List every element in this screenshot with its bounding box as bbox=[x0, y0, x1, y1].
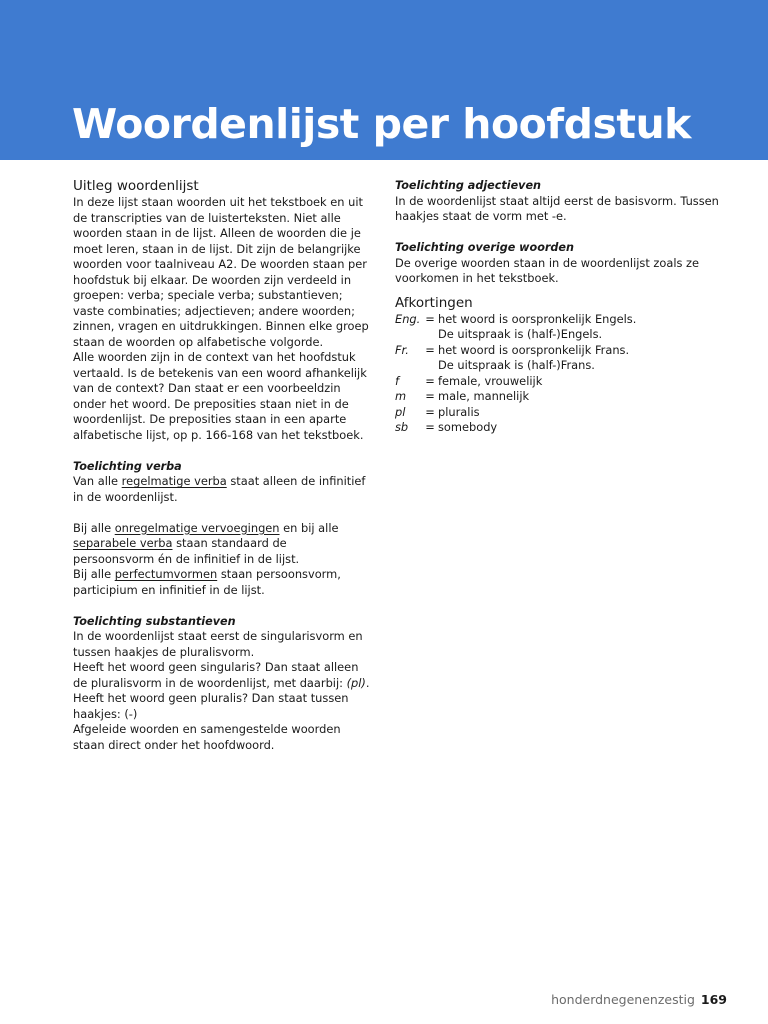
abbreviation-description: male, mannelijk bbox=[438, 389, 530, 403]
verba-paragraph-2: Bij alle onregelmatige vervoegingen en bij alle separabele verba staan standaard de persoonsvorm én de infinitief in de lijst. bbox=[73, 520, 339, 566]
abbreviation-row bbox=[395, 389, 725, 405]
subheading-verba: Toelichting verba bbox=[73, 459, 182, 473]
subst-paragraph-1: In de woordenlijst staat eerst de singularisvorm en tussen haakjes de pluralisvorm. bbox=[73, 629, 363, 659]
abbreviation-term: sb bbox=[395, 420, 409, 434]
subst-paragraph-2: Heeft het woord geen singularis? Dan staat alleen de pluralisvorm in de woordenlijst, met daarbij: (pl). bbox=[73, 660, 370, 690]
abbreviation-term: m bbox=[395, 389, 407, 403]
term-perfectumvormen: perfectumvormen bbox=[114, 567, 218, 581]
equals-sign: = bbox=[425, 404, 435, 419]
abbreviation-term: f bbox=[395, 373, 400, 388]
abbreviation-row bbox=[395, 405, 725, 421]
verba-paragraph-3: Bij alle perfectumvormen staan persoonsvorm, participium en infinitief in de lijst. bbox=[73, 567, 341, 597]
term-onregelmatige-vervoegingen: onregelmatige vervoegingen bbox=[114, 520, 280, 535]
page-number: 169 bbox=[700, 992, 727, 1007]
equals-sign: = bbox=[425, 420, 435, 434]
subheading-substantieven: Toelichting substantieven bbox=[73, 614, 236, 628]
abbreviation-list bbox=[395, 312, 725, 436]
abbreviation-description: pluralis bbox=[438, 404, 480, 419]
abbreviation-row bbox=[395, 312, 725, 343]
term-separabele-verba: separabele verba bbox=[73, 536, 173, 550]
subheading-overige-woorden: Toelichting overige woorden bbox=[395, 241, 574, 254]
equals-sign: = bbox=[425, 389, 435, 403]
equals-sign: = bbox=[425, 373, 435, 388]
section-heading-afkortingen: Afkortingen bbox=[395, 294, 473, 311]
abbreviation-term: Eng. bbox=[395, 311, 421, 326]
intro-paragraph-1: In deze lijst staan woorden uit het tekstboek en uit de transcripties van de luisterteksten. Niet alle woorden staan in de lijst. Alleen de woorden die je moet leren, staan in de lijst. Dit zijn de belangrijke woorden voor taalniveau A2. De woorden staan per hoofdstuk bij elkaar. De woorden zijn verdeeld in groepen: verba; speciale verba; substantieven; vaste combinaties; adjectieven; andere woorden; zinnen, vragen en uitdrukkingen. Binnen elke groep staan de woorden op alfabetische volgorde. bbox=[73, 195, 369, 349]
left-column bbox=[73, 178, 371, 753]
right-column bbox=[395, 178, 725, 436]
subst-paragraph-4: Afgeleide woorden en samengestelde woorden staan direct onder het hoofdwoord. bbox=[73, 722, 341, 752]
verba-paragraph-1: Van alle regelmatige verba staat alleen de infinitief in de woordenlijst. bbox=[73, 474, 366, 504]
subst-paragraph-3: Heeft het woord geen pluralis? Dan staat tussen haakjes: (-) bbox=[73, 691, 349, 721]
subheading-adjectieven: Toelichting adjectieven bbox=[395, 179, 542, 192]
abbreviation-row bbox=[395, 420, 725, 436]
overige-paragraph: De overige woorden staan in de woordenlijst zoals ze voorkomen in het tekstboek. bbox=[395, 255, 700, 285]
abbreviation-row bbox=[395, 374, 725, 390]
term-regelmatige-verba: regelmatige verba bbox=[121, 474, 227, 488]
abbreviation-term: pl bbox=[395, 404, 406, 419]
adj-paragraph: In de woordenlijst staat altijd eerst de basisvorm. Tussen haakjes staat de vorm met -e. bbox=[395, 193, 719, 223]
abbreviation-term: Fr. bbox=[395, 342, 409, 357]
abbreviation-row bbox=[395, 343, 725, 374]
page-number-words: honderdnegenenzestig bbox=[551, 992, 695, 1007]
intro-paragraph-2: Alle woorden zijn in de context van het hoofdstuk vertaald. Is de betekenis van een woord afhankelijk van de context? Dan staat er een voorbeeldzin onder het woord. De preposities staan niet in de woordenlijst. De preposities staan in een aparte alfabetische lijst, op p. 166-168 van het tekstboek. bbox=[73, 350, 367, 442]
section-heading-uitleg: Uitleg woordenlijst bbox=[73, 178, 199, 194]
abbreviation-description: somebody bbox=[438, 420, 498, 434]
equals-sign: = bbox=[425, 311, 435, 326]
page-title: Woordenlijst per hoofdstuk bbox=[72, 100, 691, 148]
equals-sign: = bbox=[425, 342, 435, 357]
abbreviation-description: het woord is oorspronkelijk Engels. De uitspraak is (half-)Engels. bbox=[438, 311, 637, 341]
abbreviation-description: het woord is oorspronkelijk Frans. De uitspraak is (half-)Frans. bbox=[438, 342, 630, 372]
page-footer bbox=[551, 992, 727, 1007]
abbreviation-description: female, vrouwelijk bbox=[438, 373, 543, 388]
